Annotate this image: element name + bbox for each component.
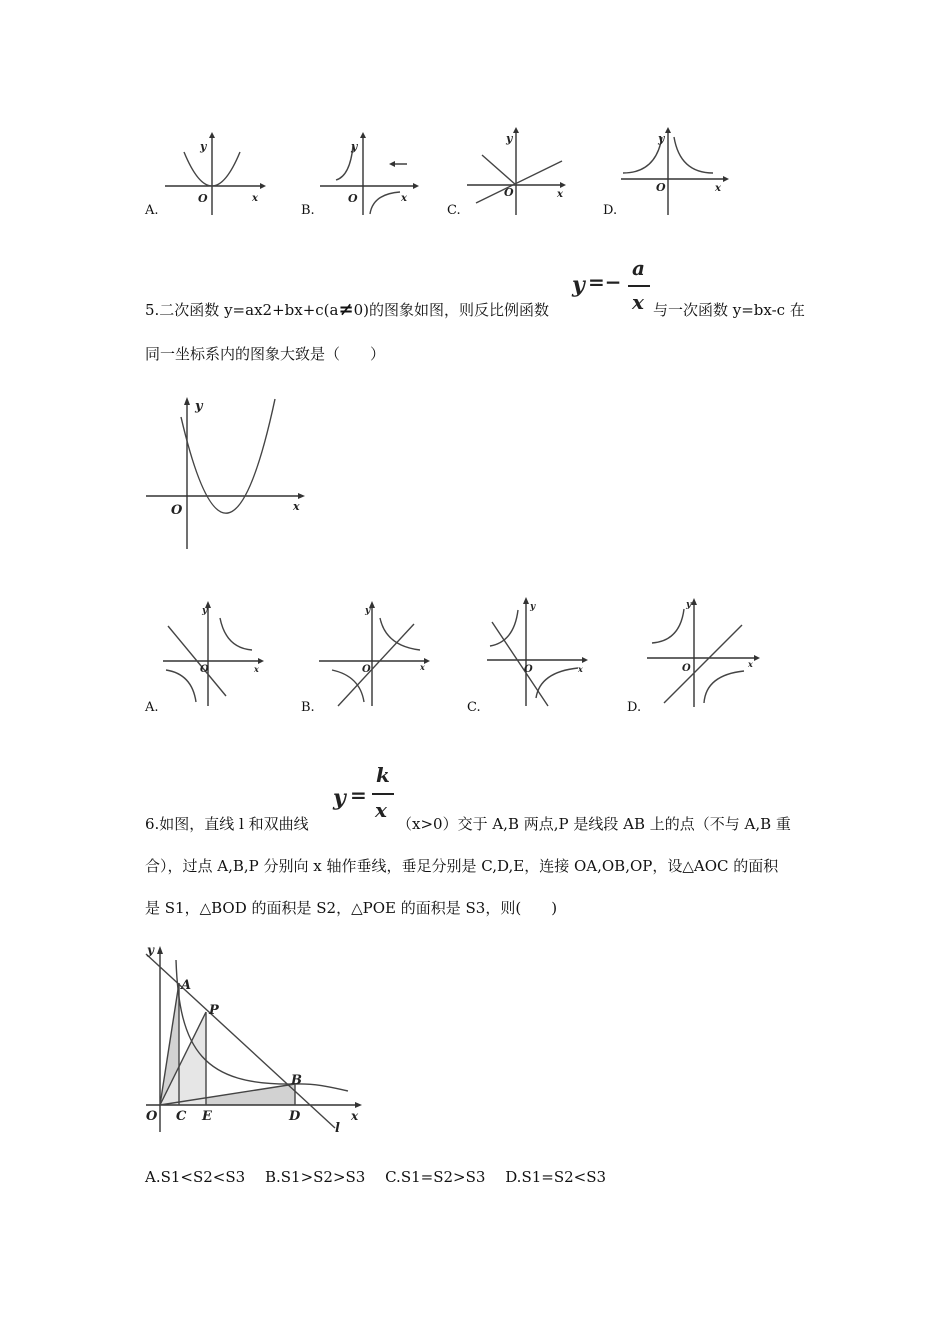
svg-text:C: C [176, 1109, 187, 1124]
q5-option-a-label: A. [145, 700, 159, 715]
svg-text:x: x [293, 500, 300, 513]
q5-option-b-label: B. [301, 700, 315, 715]
svg-text:x: x [401, 193, 407, 204]
svg-text:B: B [291, 1073, 302, 1088]
q5-formula-lhs: y [572, 272, 585, 298]
q6-formula-den: x [375, 798, 387, 822]
q4-option-a-label: A. [145, 203, 159, 218]
svg-text:O: O [171, 503, 183, 518]
q5-line1-before: 5.二次函数 y=ax2+bx+c(a [145, 301, 339, 319]
svg-text:x: x [351, 1109, 359, 1123]
svg-text:A: A [181, 978, 192, 993]
q4-option-c-label: C. [447, 203, 461, 218]
q5-line1-mid: 0)的图象如图，则反比例函数 [353, 301, 549, 319]
svg-text:y: y [686, 600, 692, 610]
svg-text:y: y [365, 606, 371, 616]
q4-option-b-label: B. [301, 203, 315, 218]
svg-text:x: x [557, 189, 563, 200]
q5-line1-after: 与一次函数 y=bx-c 在 [653, 301, 805, 319]
svg-text:O: O [348, 192, 358, 205]
q5-graph-d [644, 595, 764, 709]
svg-text:x: x [254, 664, 259, 674]
svg-text:E: E [202, 1109, 212, 1124]
svg-text:O: O [198, 192, 208, 205]
svg-text:P: P [209, 1003, 219, 1018]
svg-text:x: x [252, 193, 258, 204]
q5-formula-eq: =− [588, 270, 622, 294]
q5-graph-a [160, 598, 270, 708]
svg-text:O: O [146, 1109, 158, 1124]
q5-neq-symbol: ≠ [338, 299, 354, 320]
svg-text:D: D [289, 1109, 301, 1124]
q6-line1-after: （x>0）交于 A,B 两点,P 是线段 AB 上的点（不与 A,B 重 [397, 815, 791, 833]
q5-line1 [145, 300, 549, 320]
q5-graph-b [316, 598, 436, 708]
q5-graph-c [484, 594, 594, 708]
q4-graph-a [160, 130, 270, 215]
svg-text:x: x [715, 183, 721, 194]
q5-option-d-label: D. [627, 700, 642, 715]
svg-text:O: O [200, 664, 209, 675]
svg-text:y: y [195, 399, 203, 414]
svg-text:O: O [524, 664, 533, 675]
q5-formula-num: a [632, 256, 645, 280]
q4-graph-b [315, 130, 425, 215]
q6-line1-before: 6.如图，直线 l 和双曲线 [145, 815, 309, 833]
q4-graph-c [462, 125, 572, 215]
svg-text:O: O [504, 186, 514, 199]
svg-text:O: O [656, 181, 666, 194]
q4-option-d-label: D. [603, 203, 618, 218]
q4-graph-d [618, 125, 733, 215]
svg-text:x: x [420, 662, 425, 672]
q6-formula-lhs: y [333, 785, 346, 811]
svg-text:x: x [578, 664, 583, 674]
q5-line2: 同一坐标系内的图象大致是（ ） [145, 345, 386, 363]
q6-answer-options: A.S1<S2<S3 B.S1>S2>S3 C.S1=S2>S3 D.S1=S2<S3 [145, 1168, 607, 1186]
q6-formula-num: k [376, 763, 390, 787]
svg-text:y: y [530, 602, 536, 612]
svg-text:y: y [658, 132, 665, 145]
svg-text:y: y [506, 132, 513, 145]
q5-formula [572, 258, 652, 318]
svg-text:O: O [682, 663, 691, 674]
svg-text:l: l [335, 1121, 340, 1136]
q5-parabola-graph [143, 393, 313, 553]
q5-formula-den: x [632, 290, 644, 314]
q6-formula [333, 763, 393, 825]
svg-text:y: y [147, 943, 154, 957]
svg-text:y: y [351, 140, 358, 153]
svg-text:y: y [202, 606, 208, 616]
q6-figure [143, 940, 368, 1135]
svg-text:y: y [200, 140, 207, 153]
q6-formula-eq: = [350, 783, 367, 807]
svg-text:x: x [748, 659, 753, 669]
q5-option-c-label: C. [467, 700, 481, 715]
q5-fraction-bar [628, 285, 650, 287]
svg-text:O: O [362, 664, 371, 675]
q6-fraction-bar [372, 793, 394, 795]
q6-line2: 合），过点 A,B,P 分别向 x 轴作垂线，垂足分别是 C,D,E，连接 OA,OB,OP，设△AOC 的面积 [145, 857, 779, 875]
q6-line3: 是 S1，△BOD 的面积是 S2，△POE 的面积是 S3，则( ) [145, 899, 558, 917]
